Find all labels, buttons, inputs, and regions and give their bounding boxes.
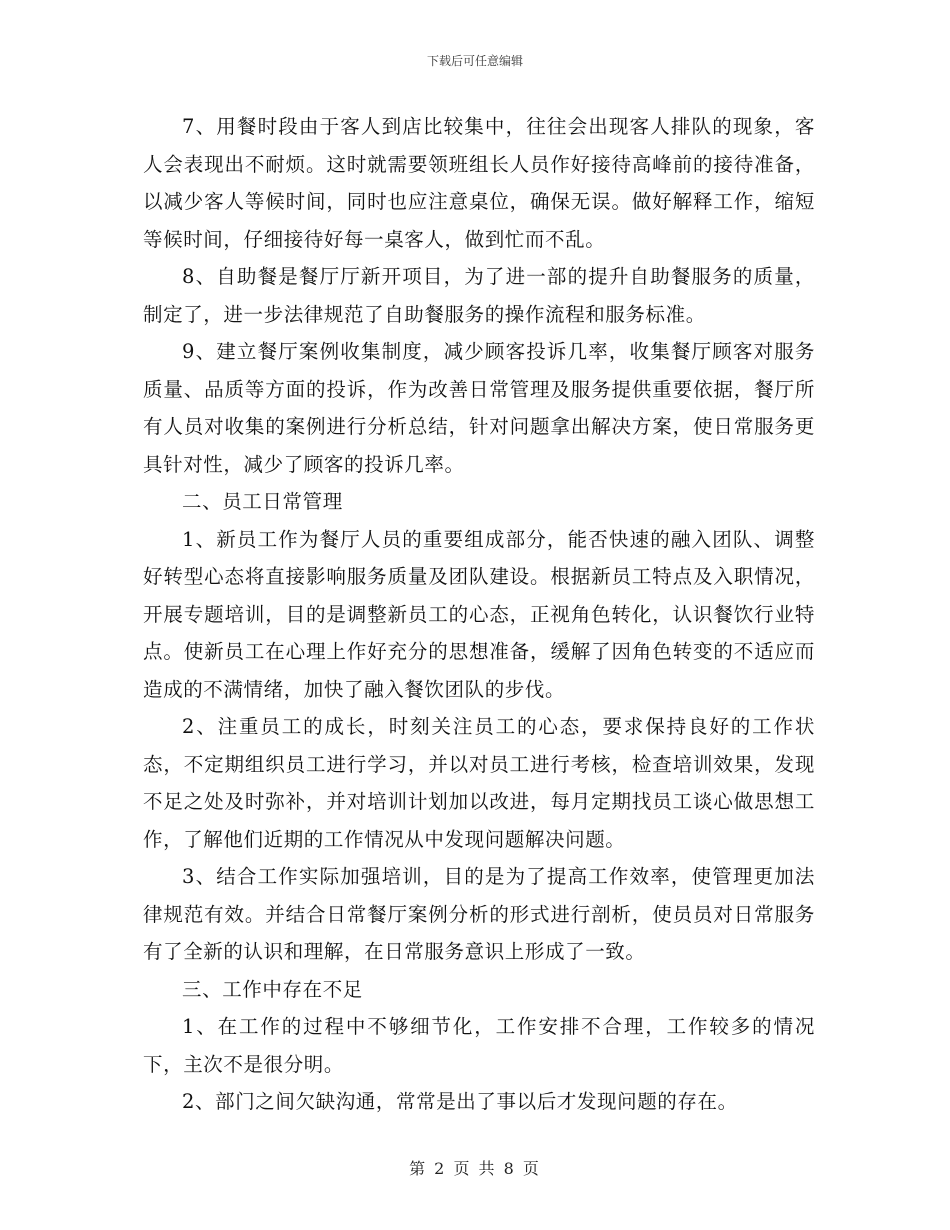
page-number: 第 2 页 共 8 页 xyxy=(409,1159,541,1178)
paragraph-training: 3、结合工作实际加强培训，目的是为了提高工作效率，使管理更加法律规范有效。并结合日常餐厅案例分析的形式进行剖析，使员员对日常服务有了全新的认识和理解，在日常服务意识上形成了一致。 xyxy=(143,865,815,963)
paragraph-shortcoming-1: 1、在工作的过程中不够细节化，工作安排不合理，工作较多的情况下，主次不是很分明。 xyxy=(143,1015,815,1076)
paragraph-9-case-collection: 9、建立餐厅案例收集制度，减少顾客投诉几率，收集餐厅顾客对服务质量、品质等方面的投诉，作为改善日常管理及服务提供重要依据，餐厅所有人员对收集的案例进行分析总结，针对问题拿出解决方案，使日常服务更具针对性，减少了顾客的投诉几率。 xyxy=(143,340,815,476)
paragraph-staff-growth: 2、注重员工的成长，时刻关注员工的心态，要求保持良好的工作状态，不定期组织员工进行学习，并以对员工进行考核，检查培训效果，发现不足之处及时弥补，并对培训计划加以改进，每月定期找员工谈心做思想工作，了解他们近期的工作情况从中发现问题解决问题。 xyxy=(143,715,815,851)
section-heading-staff-management: 二、员工日常管理 xyxy=(182,490,343,513)
paragraph-7-peak-hours: 7、用餐时段由于客人到店比较集中，往往会出现客人排队的现象，客人会表现出不耐烦。这时就需要领班组长人员作好接待高峰前的接待准备，以减少客人等候时间，同时也应注意桌位，确保无误。做好解释工作，缩短等候时间，仔细接待好每一桌客人，做到忙而不乱。 xyxy=(143,115,815,251)
document-body xyxy=(143,108,815,1121)
paragraph-new-staff: 1、新员工作为餐厅人员的重要组成部分，能否快速的融入团队、调整好转型心态将直接影响服务质量及团队建设。根据新员工特点及入职情况，开展专题培训，目的是调整新员工的心态，正视角色转化，认识餐饮行业特点。使新员工在心理上作好充分的思想准备，缓解了因角色转变的不适应而造成的不满情绪，加快了融入餐饮团队的步伐。 xyxy=(143,527,815,701)
page-header: 下载后可任意编辑 xyxy=(426,54,523,68)
paragraph-8-buffet: 8、自助餐是餐厅厅新开项目，为了进一部的提升自助餐服务的质量，制定了，进一步法律规范了自助餐服务的操作流程和服务标准。 xyxy=(143,265,815,326)
paragraph-shortcoming-2: 2、部门之间欠缺沟通，常常是出了事以后才发现问题的存在。 xyxy=(182,1090,738,1113)
section-heading-shortcomings: 三、工作中存在不足 xyxy=(182,977,363,1001)
